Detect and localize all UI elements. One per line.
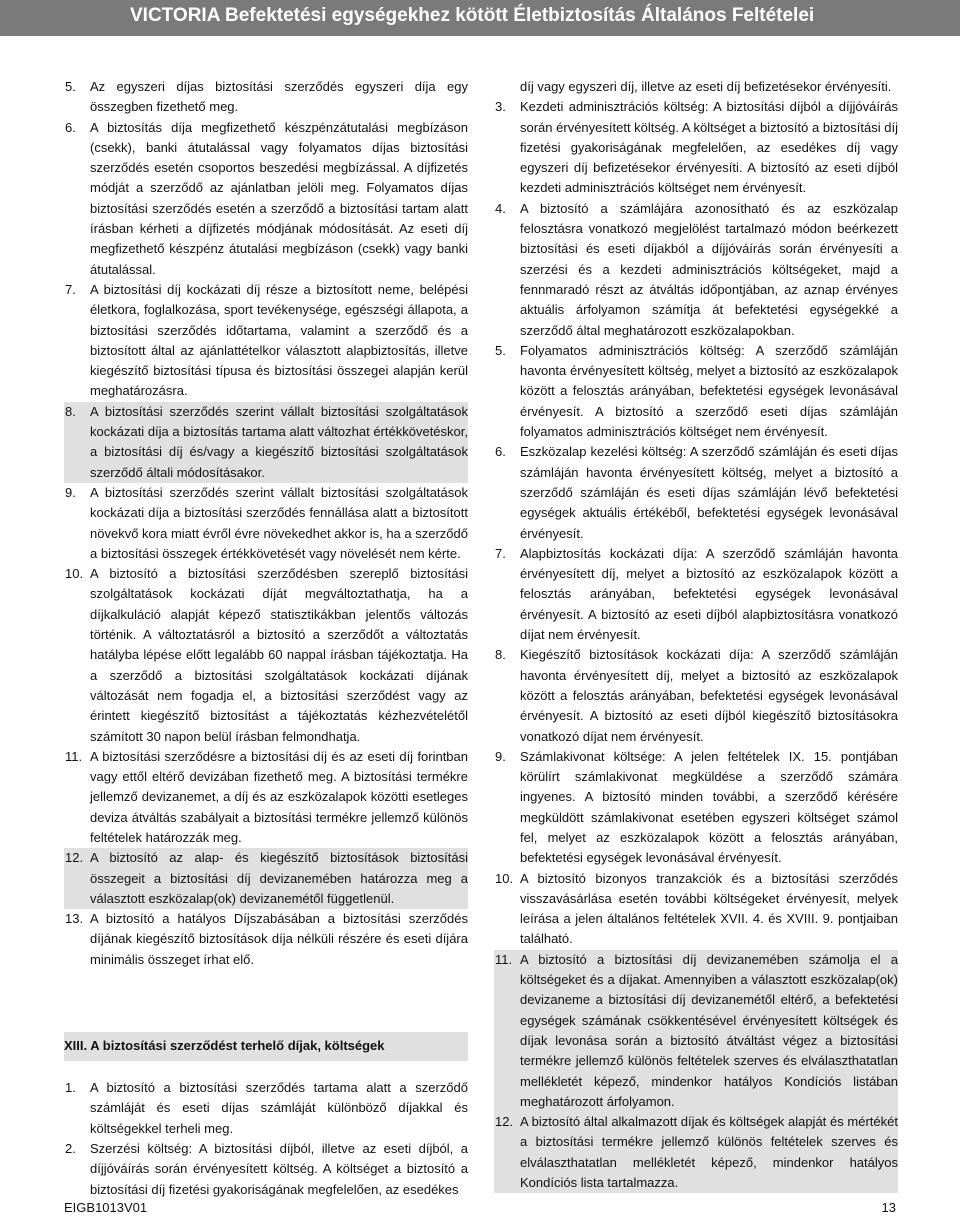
section-heading: XIII. A biztosítási szerződést terhelő díjak, költségek xyxy=(64,1032,468,1061)
item-text: A biztosító a biztosítási szerződésben szereplő biztosítási szolgáltatások kockázati díját megváltoztathatja, ha a díjkalkuláció alapját képező statisztikákban jelentős változás történik. A változtatásról a biztosító a szerződőt a változtatás hatályba lépése előtt legalább 60 nappal írásban tájékoztatja. Ha a szerződő a biztosítási szolgáltatások kockázati díjának változását nem fogadja el, a biztosítási szerződést vagy az érintett kiegészítő biztosítást a tájékoztatás kézhezvételétől számított 30 napon belül írásban felmondhatja. xyxy=(90,566,468,744)
list-item xyxy=(494,97,898,198)
left-column xyxy=(64,77,468,1200)
item-text: A biztosító által alkalmazott díjak és költségek alapját és mértékét a biztosítási termékre jellemző különös feltételek szerves és elválaszthatatlan mellékletét képező, mindenkor hatályos Kondíciós lista tartalmazza. xyxy=(520,1114,898,1191)
item-text: díj vagy egyszeri díj, illetve az eseti díj befizetésekor érvényesíti. xyxy=(520,79,892,94)
item-number: 10. xyxy=(495,870,514,886)
item-number: 5. xyxy=(65,79,76,94)
item-text: Folyamatos adminisztrációs költség: A szerződő számláján havonta érvényesített költség, melyet a biztosító az eszközalapok között a felosztás arányában, befektetési egységek levonásával érvényesít. A biztosító a szerződő eseti díjas számláján folyamatos adminisztrációs költséget nem érvényesít. xyxy=(520,342,898,440)
item-number: 11. xyxy=(65,748,83,764)
item-number: 9. xyxy=(495,748,506,764)
item-text: Szerzési költség: A biztosítási díjból, illetve az eseti díjból, a díjjóváírás során érvényesített költség. A költséget a biztosító a biztosítási díj fizetési gyakoriságának megfelelően, az esedékes xyxy=(90,1140,468,1197)
item-text: A biztosítási díj kockázati díj része a biztosított neme, belépési életkora, foglalkozása, sport tevékenysége, egészségi állapota, a biztosítási szerződés időtartama, valamint a szerződő és a biztosított által az ajánlattételkor választott alapbiztosítás, illetve kiegészítő biztosítási típusa és biztosítási összegei alapján kerül meghatározásra. xyxy=(90,281,468,399)
item-number: 3. xyxy=(495,99,506,115)
item-text: Kiegészítő biztosítások kockázati díja: A szerződő számláján havonta érvényesített díj, melyet a biztosító az eszközalapok között a felosztás arányában, befektetési egységek levonásával érvényesít. A biztosító az eseti díjból kiegészítő biztosításokra vonatkozó díjat nem érvényesít. xyxy=(520,647,898,744)
item-text: A biztosítás díja megfizethető készpénzátutalási megbízáson (csekk), banki átutalással vagy folyamatos díjas biztosítási szerződés esetén csoportos beszedési megbízással. A díjfizetés módját a szerződő az ajánlatban jelöli meg. Folyamatos díjas biztosítási szerződés esetén a szerződő a biztosítási tartam alatt írásban kérheti a díjfizetés módjának módosítását. Az eseti díj megfizethető készpénz átutalási megbízáson (csekk) vagy banki átutalással. xyxy=(90,119,468,277)
list-item xyxy=(64,747,468,848)
item-number: 6. xyxy=(495,444,506,460)
document-code: EIGB1013V01 xyxy=(64,1200,148,1215)
item-number: 1. xyxy=(65,1080,76,1096)
item-number: 8. xyxy=(65,403,76,419)
item-text: A biztosító az alap- és kiegészítő biztosítások biztosítási összegeit a biztosítási díj devizanemében határozza meg a választott eszközalap(ok) devizanemétől függetlenül. xyxy=(90,850,468,906)
list-item xyxy=(64,1139,468,1200)
item-text: A biztosító a hatályos Díjszabásában a biztosítási szerződés díjának kiegészítő biztosítások díja nélküli részére és eseti díjára minimális összeget írhat elő. xyxy=(90,911,468,967)
header-bar xyxy=(0,0,960,36)
page-header-title: VICTORIA Befektetési egységekhez kötött Életbiztosítás Általános Feltételei xyxy=(130,5,815,26)
list-item-highlighted xyxy=(64,848,468,909)
item-number: 4. xyxy=(495,200,506,216)
item-text: A biztosító bizonyos tranzakciók és a biztosítási szerződés visszavásárlása esetén további költségeket érvényesít, melyek leírása a jelen általános feltételek XVII. 4. és XVIII. 9. pontjaiban található. xyxy=(520,870,898,947)
item-text: A biztosítási szerződés szerint vállalt biztosítási szolgáltatások kockázati díja a biztosítás tartama alatt változhat értékkövetéskor, a biztosítási díj és/vagy a kiegészítő biztosítási szolgáltatások szerződő általi módosításakor. xyxy=(90,403,468,480)
item-number: 9. xyxy=(65,484,76,500)
item-text: A biztosító a biztosítási szerződés tartama alatt a szerződő számláját és eseti díjas számláját különböző díjakkal és költségekkel terheli meg. xyxy=(90,1080,468,1136)
item-text: Az egyszeri díjas biztosítási szerződés egyszeri díja egy összegben fizethető meg. xyxy=(90,79,468,115)
item-number: 10. xyxy=(65,566,84,582)
list-item xyxy=(64,1078,468,1139)
list-item-highlighted xyxy=(494,1112,898,1193)
item-text: Számlakivonat költsége: A jelen feltételek IX. 15. pontjában körülírt számlakivonat megküldése a szerződő számára ingyenes. A biztosító minden további, a szerződő kérésére megküldött számlakivonat esetében egyszeri költséget számol fel, melyet az eszközalapok között a felosztás arányában, befektetési egységek levonásával érvényesít. xyxy=(520,748,898,866)
list-item xyxy=(494,747,898,869)
list-item-highlighted xyxy=(64,402,468,483)
item-number: 6. xyxy=(65,119,76,135)
list-item xyxy=(64,483,468,564)
item-number: 7. xyxy=(65,281,76,297)
list-item xyxy=(494,544,898,645)
item-text: A biztosító a számlájára azonosítható és az eszközalap felosztásra vonatkozó megjelölést tartalmazó módon beérkezett biztosítási és eseti díjakból a díjjóváírás során érvényesíti a szerzési és a kezdeti adminisztrációs költségeket, majd a fennmaradó részt az átváltás időpontjában, az aznap érvényes aktuális árfolyamon számítja át befektetési egységekké a szerződő által meghatározott eszközalapokban. xyxy=(520,200,898,338)
list-item xyxy=(64,118,468,280)
item-number: 12. xyxy=(65,850,84,866)
list-item xyxy=(64,280,468,402)
list-item xyxy=(64,77,468,118)
list-item xyxy=(494,442,898,543)
item-text: Kezdeti adminisztrációs költség: A biztosítási díjból a díjjóváírás során érvényesített költség. A költséget a biztosító a biztosítási díj fizetési gyakoriságának megfelelően, az esedékes díj vagy egyszeri díj befizetésekor érvényesíti. A biztosító az eseti díjból kezdeti adminisztrációs költséget nem érvényesít. xyxy=(520,99,898,196)
right-column xyxy=(494,77,898,1193)
item-text: A biztosítási szerződés szerint vállalt biztosítási szolgáltatások kockázati díja a biztosítási szerződés fennállása alatt a biztosított növekvő kora miatt évről évre növekedhet akkor is, ha a szerződő a biztosítási összegek értékkövetését vagy növelését nem kérte. xyxy=(90,484,468,561)
list-item xyxy=(64,909,468,970)
item-text: A biztosító a biztosítási díj devizanemében számolja el a költségeket és a díjakat. Amennyiben a választott eszközalap(ok) devizaneme a biztosítási díj devizanemétől eltérő, a befektetési egységek számának csökkentésével érvényesített költségek és díjak levonása során a biztosító átváltást végez a biztosítási termékre jellemző különös feltételek szerves és elválaszthatatlan mellékletét képező, mindenkor hatályos Kondíciós listában meghatározott árfolyamon. xyxy=(520,951,898,1109)
item-text: Alapbiztosítás kockázati díja: A szerződő számláján havonta érvényesített díj, melyet a biztosító az eszközalapok között a felosztás arányában, befektetési egységek levonásával érvényesít. A biztosító az eseti díjból alapbiztosításra vonatkozó díjat nem érvényesít. xyxy=(520,545,898,643)
item-number: 7. xyxy=(495,545,506,561)
item-number: 12. xyxy=(495,1114,514,1130)
list-item xyxy=(494,869,898,950)
list-item xyxy=(494,341,898,442)
list-item-continuation xyxy=(494,77,898,97)
page-number: 13 xyxy=(881,1200,896,1215)
list-item-highlighted xyxy=(494,950,898,1112)
list-item xyxy=(64,564,468,747)
item-text: Eszközalap kezelési költség: A szerződő számláján és eseti díjas számláján havonta érvényesített költség, melyet a biztosító a szerződő számláján és eseti díjas számláján lévő befektetési egységek aktuális értékéből, befektetési egységek levonásával érvényesít. xyxy=(520,444,898,541)
item-number: 13. xyxy=(65,911,84,927)
item-text: A biztosítási szerződésre a biztosítási díj és az eseti díj forintban vagy ettől eltérő devizában fizethető meg. A biztosítási termékre jellemző devizanemet, a díj és az eszközalapok közötti esetleges deviza átváltás szabályait a biztosítási termékre jellemző különös feltételek határozzák meg. xyxy=(90,748,468,845)
item-number: 11. xyxy=(495,951,513,967)
item-number: 8. xyxy=(495,647,506,663)
list-item xyxy=(494,199,898,341)
item-number: 2. xyxy=(65,1140,76,1156)
item-number: 5. xyxy=(495,342,506,358)
list-item xyxy=(494,645,898,746)
